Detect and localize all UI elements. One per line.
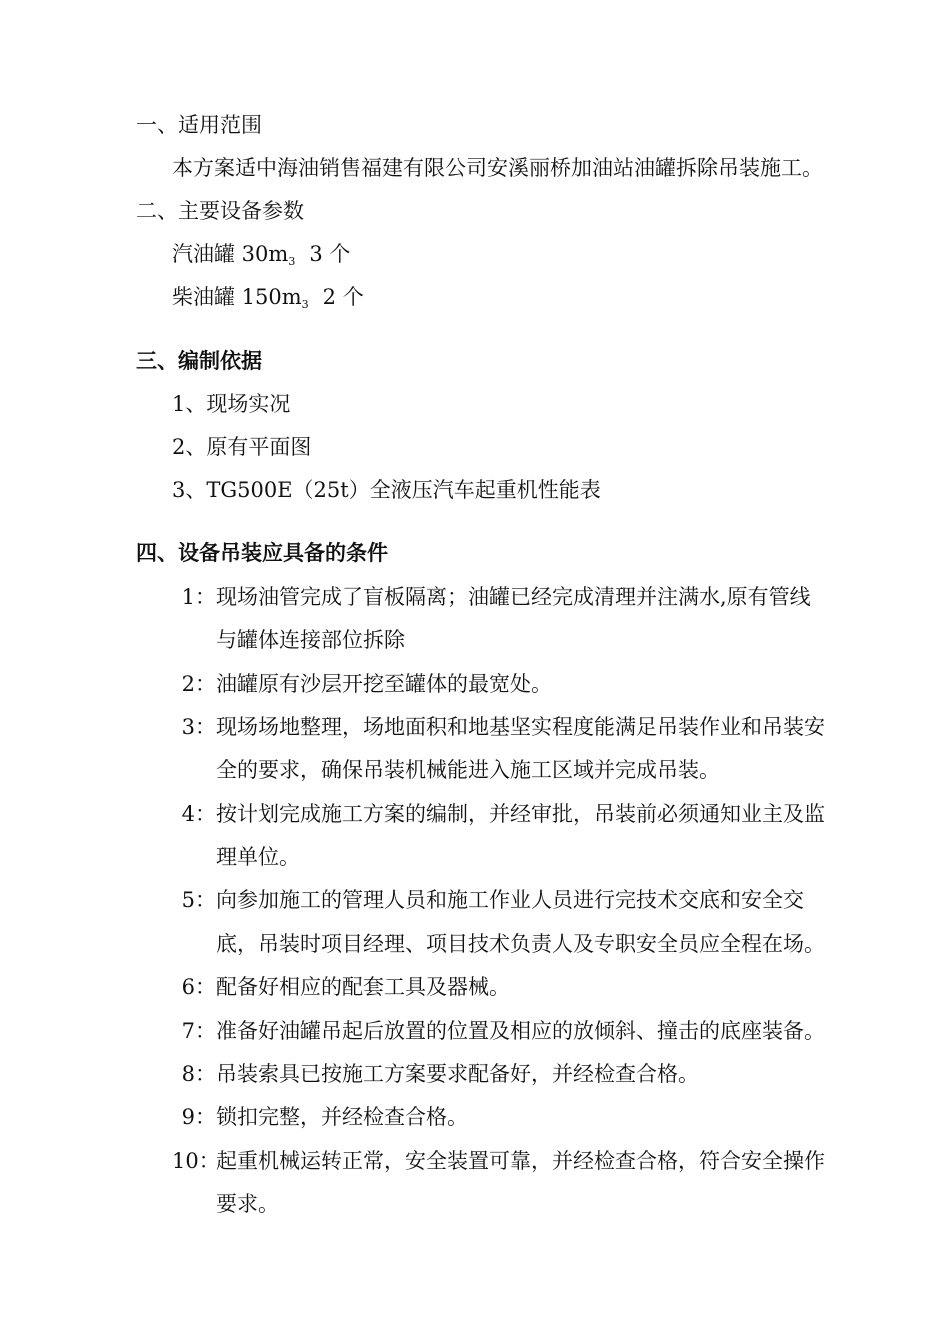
condition-number: 5：	[181, 888, 216, 912]
section-heading-scope: 一、适用范围	[136, 113, 262, 137]
condition-text: 油罐原有沙层开挖至罐体的最宽处。	[216, 672, 552, 696]
basis-item-1: 1、现场实况	[172, 392, 291, 416]
condition-item-1	[172, 582, 811, 612]
condition-text: 现场场地整理，场地面积和地基坚实程度能满足吊装作业和吊装安	[216, 715, 825, 739]
condition-number: 2：	[181, 672, 216, 696]
condition-item-7	[172, 1016, 825, 1046]
equipment-qty: 3 个	[309, 242, 351, 266]
condition-number: 3：	[181, 715, 216, 739]
equipment-row-diesel	[172, 282, 364, 320]
condition-item-5	[172, 885, 804, 915]
condition-number: 9：	[181, 1105, 216, 1129]
condition-item-3	[172, 712, 825, 742]
condition-text: 按计划完成施工方案的编制，并经审批，吊装前必须通知业主及监	[216, 802, 825, 826]
condition-text: 向参加施工的管理人员和施工作业人员进行完技术交底和安全交	[216, 888, 804, 912]
condition-number: 7：	[181, 1019, 216, 1043]
condition-number: 4：	[181, 802, 216, 826]
basis-item-3: 3、TG500E（25t）全液压汽车起重机性能表	[172, 478, 601, 502]
condition-item-10	[172, 1146, 825, 1176]
condition-number: 8：	[181, 1062, 216, 1086]
condition-item-4	[172, 799, 825, 829]
condition-text: 配备好相应的配套工具及器械。	[216, 975, 510, 999]
condition-item-2	[172, 669, 552, 699]
condition-text: 现场油管完成了盲板隔离；油罐已经完成清理并注满水,原有管线	[216, 585, 811, 609]
condition-item-5-cont: 底，吊装时项目经理、项目技术负责人及专职安全员应全程在场。	[216, 932, 825, 956]
equipment-name: 汽油罐 30m	[172, 242, 289, 266]
condition-number: 1：	[181, 585, 216, 609]
condition-number: 10：	[172, 1149, 220, 1173]
section-heading-basis: 三、编制依据	[136, 348, 262, 373]
basis-item-2: 2、原有平面图	[172, 435, 312, 459]
unit-superscript: 3	[288, 255, 296, 268]
section-heading-equipment: 二、主要设备参数	[136, 199, 304, 223]
condition-text: 起重机械运转正常，安全装置可靠，并经检查合格，符合安全操作	[216, 1149, 825, 1173]
section-heading-conditions: 四、设备吊装应具备的条件	[136, 540, 388, 565]
unit-superscript: 3	[301, 298, 309, 311]
condition-number: 6：	[181, 975, 216, 999]
condition-text: 锁扣完整，并经检查合格。	[216, 1105, 468, 1129]
equipment-row-gasoline	[172, 239, 350, 277]
condition-item-1-cont: 与罐体连接部位拆除	[216, 628, 405, 652]
equipment-qty: 2 个	[322, 285, 364, 309]
condition-text: 吊装索具已按施工方案要求配备好，并经检查合格。	[216, 1062, 699, 1086]
condition-text: 准备好油罐吊起后放置的位置及相应的放倾斜、撞击的底座装备。	[216, 1019, 825, 1043]
condition-item-10-cont: 要求。	[216, 1192, 279, 1216]
condition-item-4-cont: 理单位。	[216, 845, 300, 869]
condition-item-8	[172, 1059, 699, 1089]
equipment-name: 柴油罐 150m	[172, 285, 302, 309]
condition-item-3-cont: 全的要求，确保吊装机械能进入施工区域并完成吊装。	[216, 758, 720, 782]
scope-paragraph: 本方案适中海油销售福建有限公司安溪丽桥加油站油罐拆除吊装施工。	[172, 156, 823, 180]
condition-item-6	[172, 972, 510, 1002]
condition-item-9	[172, 1102, 468, 1132]
